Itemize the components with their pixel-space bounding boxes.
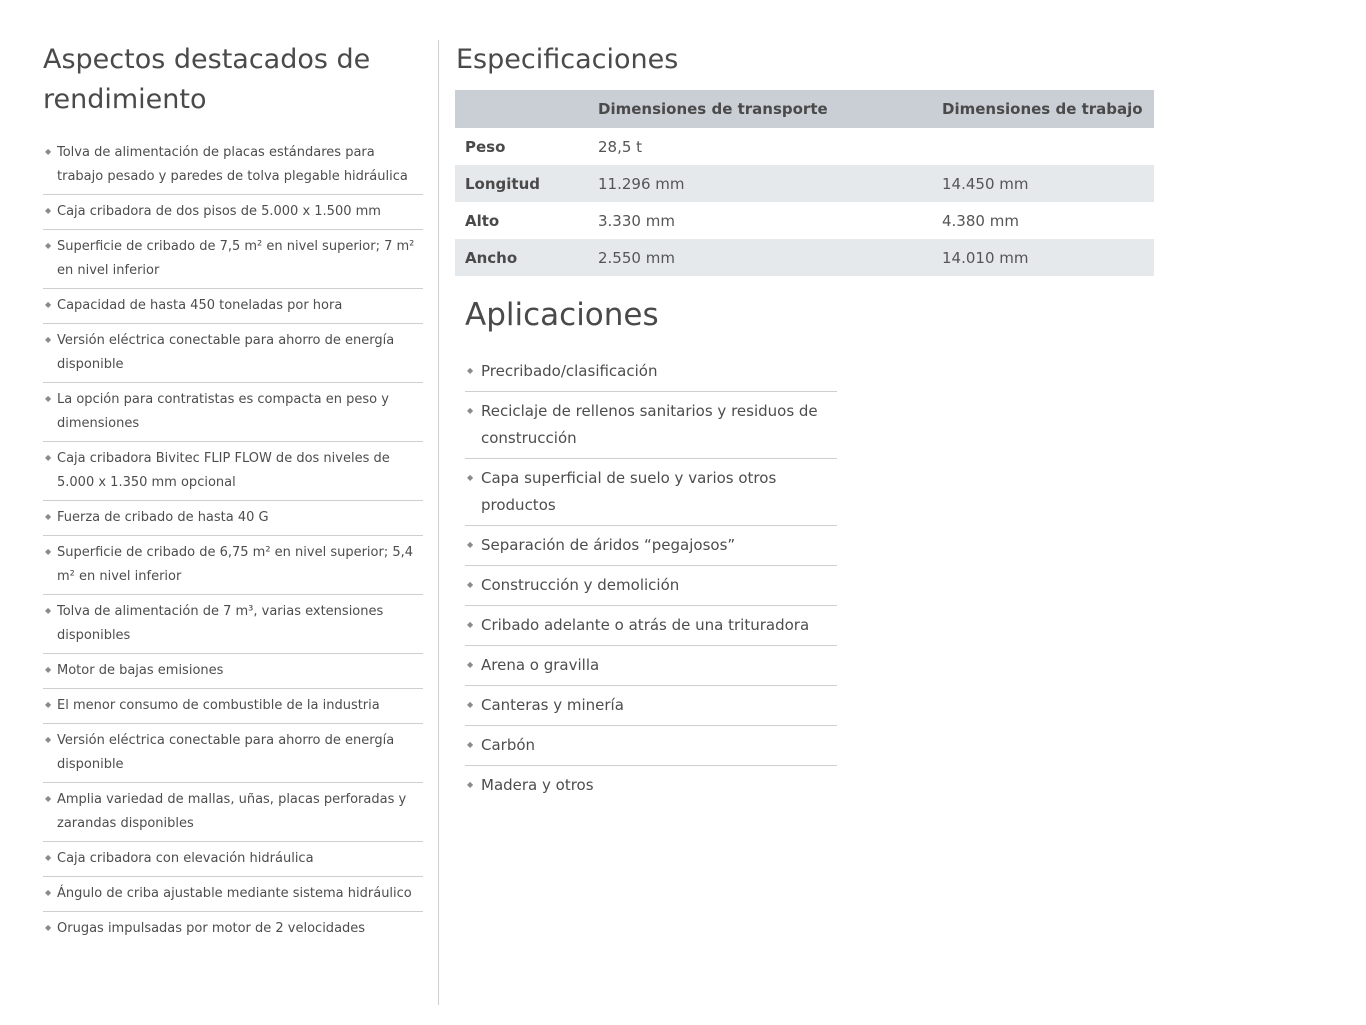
bullet-icon: ◆	[45, 206, 52, 215]
bullet-icon: ◆	[45, 453, 52, 462]
transport-value: 11.296 mm	[588, 165, 932, 202]
application-item: ◆ Separación de áridos “pegajosos”	[465, 526, 837, 566]
bullet-icon: ◆	[45, 394, 52, 403]
applications-list	[465, 352, 837, 805]
application-item: ◆ Arena o gravilla	[465, 646, 837, 686]
row-label: Alto	[465, 211, 500, 230]
highlight-item: ◆ Orugas impulsadas por motor de 2 velocidades	[45, 921, 366, 936]
bullet-icon: ◆	[467, 700, 474, 709]
bullet-icon: ◆	[467, 660, 474, 669]
bullet-icon: ◆	[45, 853, 52, 862]
application-item: ◆ Precribado/clasificación	[465, 352, 837, 392]
application-item: ◆ Canteras y minería	[465, 686, 837, 726]
bullet-icon: ◆	[45, 700, 52, 709]
highlight-item: ◆ Superficie de cribado de 6,75 m² en nivel superior; 5,4 m² en nivel inferior	[43, 536, 423, 595]
highlights-section	[43, 40, 423, 946]
specs-header-row	[455, 90, 1154, 128]
bullet-icon: ◆	[467, 580, 474, 589]
row-label: Ancho	[455, 239, 588, 276]
applications-title: Aplicaciones	[465, 297, 659, 333]
highlights-list	[43, 136, 423, 946]
applications-section	[465, 290, 837, 805]
specs-section	[455, 40, 1155, 276]
bullet-icon: ◆	[45, 606, 52, 615]
highlight-item: ◆ Tolva de alimentación de placas estándares para trabajo pesado y paredes de tolva plegable hidráulica	[43, 136, 423, 195]
bullet-icon: ◆	[467, 780, 474, 789]
table-row	[455, 128, 1154, 165]
bullet-icon: ◆	[45, 512, 52, 521]
bullet-icon: ◆	[45, 665, 52, 674]
highlight-item: ◆ Caja cribadora Bivitec FLIP FLOW de dos niveles de 5.000 x 1.350 mm opcional	[43, 442, 423, 501]
table-row	[455, 239, 1154, 276]
bullet-icon: ◆	[467, 620, 474, 629]
bullet-icon: ◆	[467, 740, 474, 749]
transport-value: 2.550 mm	[588, 239, 932, 276]
highlight-item: ◆ Superficie de cribado de 7,5 m² en nivel superior; 7 m² en nivel inferior	[43, 230, 423, 289]
row-label: Longitud	[455, 165, 588, 202]
application-item: ◆ Madera y otros	[467, 776, 594, 794]
transport-value: 28,5 t	[598, 137, 643, 156]
work-value: 4.380 mm	[942, 211, 1019, 230]
table-row	[455, 202, 1154, 239]
highlight-item: ◆ Ángulo de criba ajustable mediante sistema hidráulico	[43, 877, 423, 912]
specs-header-cell: Dimensiones de transporte	[588, 90, 932, 128]
specs-header-cell	[455, 90, 588, 128]
specs-table	[455, 90, 1154, 276]
bullet-icon: ◆	[467, 473, 474, 482]
specs-title: Especificaciones	[456, 44, 679, 75]
highlight-item: ◆ La opción para contratistas es compacta en peso y dimensiones	[43, 383, 423, 442]
highlights-title: Aspectos destacados de rendimiento	[43, 44, 371, 115]
bullet-icon: ◆	[45, 923, 52, 932]
bullet-icon: ◆	[45, 241, 52, 250]
specs-header-cell: Dimensiones de trabajo	[932, 90, 1154, 128]
highlight-item: ◆ Versión eléctrica conectable para ahorro de energía disponible	[43, 324, 423, 383]
application-item: ◆ Reciclaje de rellenos sanitarios y residuos de construcción	[465, 392, 837, 459]
work-value: 14.010 mm	[932, 239, 1154, 276]
bullet-icon: ◆	[467, 406, 474, 415]
highlight-item: ◆ Versión eléctrica conectable para ahorro de energía disponible	[43, 724, 423, 783]
bullet-icon: ◆	[45, 547, 52, 556]
bullet-icon: ◆	[45, 794, 52, 803]
highlight-item: ◆ El menor consumo de combustible de la industria	[43, 689, 423, 724]
work-value	[932, 128, 1154, 165]
application-item: ◆ Capa superficial de suelo y varios otros productos	[465, 459, 837, 526]
transport-value: 3.330 mm	[598, 211, 675, 230]
row-label: Peso	[465, 137, 506, 156]
bullet-icon: ◆	[45, 300, 52, 309]
bullet-icon: ◆	[467, 366, 474, 375]
highlight-item: ◆ Fuerza de cribado de hasta 40 G	[43, 501, 423, 536]
bullet-icon: ◆	[45, 335, 52, 344]
application-item: ◆ Carbón	[465, 726, 837, 766]
bullet-icon: ◆	[45, 888, 52, 897]
bullet-icon: ◆	[45, 735, 52, 744]
table-row	[455, 165, 1154, 202]
application-item: ◆ Cribado adelante o atrás de una trituradora	[465, 606, 837, 646]
highlight-item: ◆ Capacidad de hasta 450 toneladas por hora	[43, 289, 423, 324]
highlight-item: ◆ Motor de bajas emisiones	[43, 654, 423, 689]
application-item: ◆ Construcción y demolición	[465, 566, 837, 606]
bullet-icon: ◆	[45, 147, 52, 156]
bullet-icon: ◆	[467, 540, 474, 549]
highlight-item: ◆ Caja cribadora de dos pisos de 5.000 x 1.500 mm	[43, 195, 423, 230]
highlight-item: ◆ Caja cribadora con elevación hidráulica	[43, 842, 423, 877]
highlight-item: ◆ Tolva de alimentación de 7 m³, varias extensiones disponibles	[43, 595, 423, 654]
highlight-item: ◆ Amplia variedad de mallas, uñas, placas perforadas y zarandas disponibles	[43, 783, 423, 842]
work-value: 14.450 mm	[932, 165, 1154, 202]
column-divider	[438, 40, 439, 1005]
